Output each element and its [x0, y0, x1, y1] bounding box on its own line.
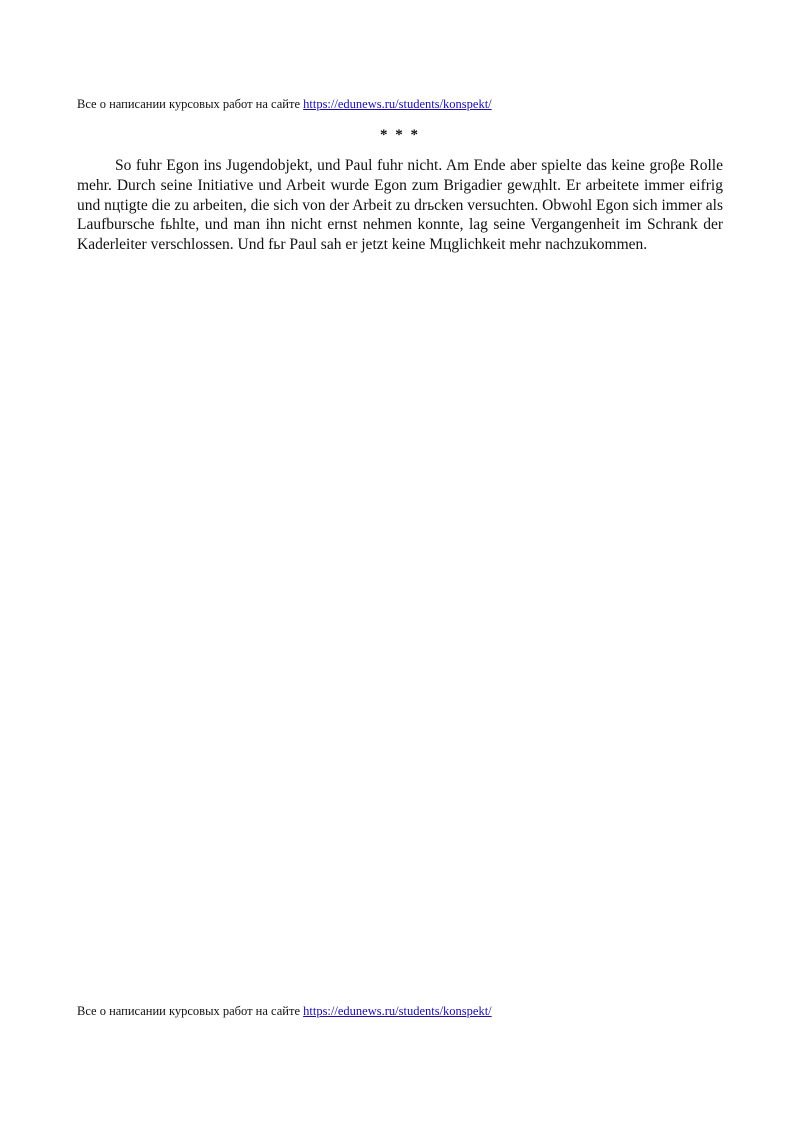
footer-link[interactable]: https://edunews.ru/students/konspekt/	[303, 1004, 492, 1018]
section-separator: * * *	[380, 127, 420, 143]
header-note	[77, 97, 723, 112]
header-link[interactable]: https://edunews.ru/students/konspekt/	[303, 97, 492, 111]
header-note-text: Все о написании курсовых работ на сайте	[77, 97, 304, 111]
footer-note	[77, 1004, 723, 1019]
body-paragraph: So fuhr Egon ins Jugendobjekt, und Paul fuhr nicht. Am Ende aber spielte das keine groβe Rolle mehr. Durch seine Initiative und Arbeit wurde Egon zum Brigadier gewдhlt. Er arbeitete immer eifrig und nцtigte die zu arbeiten, die sich von der Arbeit zu drьcken versuchten. Obwohl Egon sich immer als Laufbursche fьhlte, und man ihn nicht ernst nehmen konnte, lag seine Vergangenheit im Schrank der Kaderleiter verschlossen. Und fьr Paul sah er jetzt keine Mцglichkeit mehr nachzukommen.	[77, 157, 723, 254]
footer-note-text: Все о написании курсовых работ на сайте	[77, 1004, 304, 1018]
